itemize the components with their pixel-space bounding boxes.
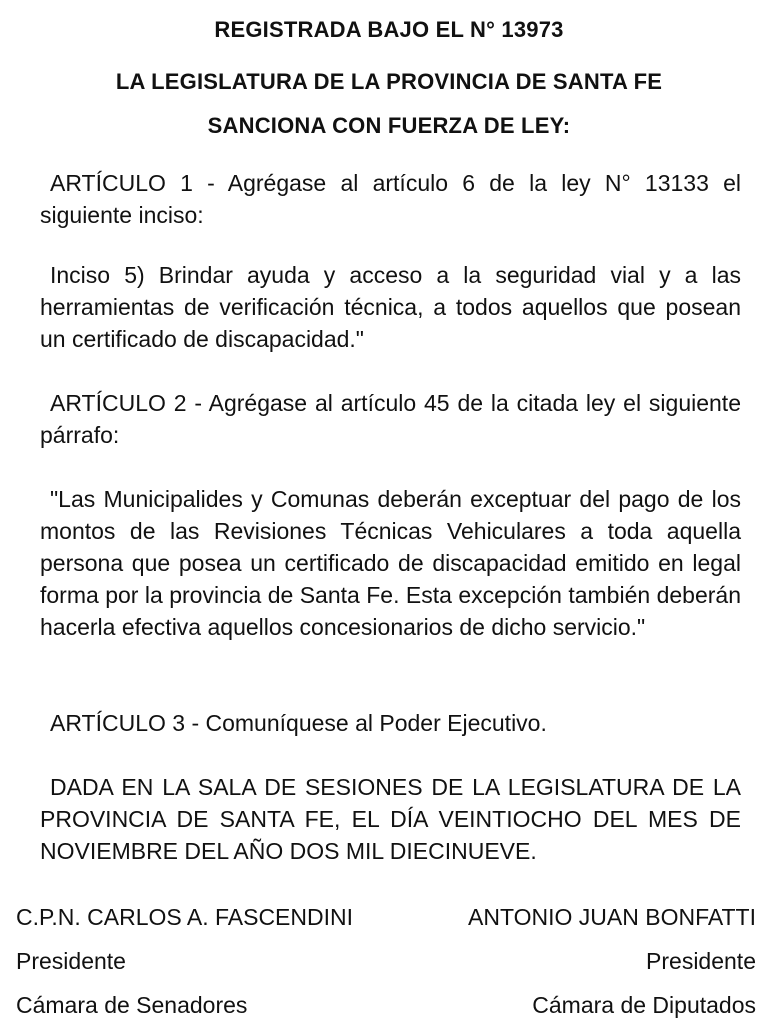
signature-deputies-role: Presidente [646, 948, 756, 974]
article-3: ARTÍCULO 3 - Comuníquese al Poder Ejecutivo. [50, 710, 547, 736]
signature-senate-role: Presidente [16, 948, 126, 974]
inciso-5: Inciso 5) Brindar ayuda y acceso a la seguridad vial y a las herramientas de verificación técnica, a todos aquellos que posean un certificado de discapacidad." [40, 262, 741, 352]
signature-senate-name: C.P.N. CARLOS A. FASCENDINI [16, 904, 354, 930]
signature-senate [16, 895, 353, 1027]
article-2: ARTÍCULO 2 - Agrégase al artículo 45 de la citada ley el siguiente párrafo: [40, 390, 741, 448]
legislature-title: LA LEGISLATURA DE LA PROVINCIA DE SANTA FE [115, 69, 663, 94]
signature-deputies-chamber: Cámara de Diputados [532, 992, 756, 1018]
signature-deputies-name: ANTONIO JUAN BONFATTI [468, 904, 756, 930]
registration-number: REGISTRADA BAJO EL N° 13973 [214, 17, 564, 42]
given-statement: DADA EN LA SALA DE SESIONES DE LA LEGISLATURA DE LA PROVINCIA DE SANTA FE, EL DÍA VEINTIOCHO DEL MES DE NOVIEMBRE DEL AÑO DOS MIL DIECINUEVE. [40, 774, 741, 864]
sanction-statement: SANCIONA CON FUERZA DE LEY: [207, 113, 571, 138]
article-1: ARTÍCULO 1 - Agrégase al artículo 6 de la ley N° 13133 el siguiente inciso: [40, 170, 741, 228]
quoted-paragraph: "Las Municipalides y Comunas deberán exceptuar del pago de los montos de las Revisiones Técnicas Vehiculares a toda aquella persona que posea un certificado de discapacidad emitido en legal forma por la provincia de Santa Fe. Esta excepción también deberán hacerla efectiva aquellos concesionarios de dicho servicio." [40, 486, 741, 640]
signature-deputies [468, 895, 756, 1027]
signature-senate-chamber: Cámara de Senadores [16, 992, 248, 1018]
